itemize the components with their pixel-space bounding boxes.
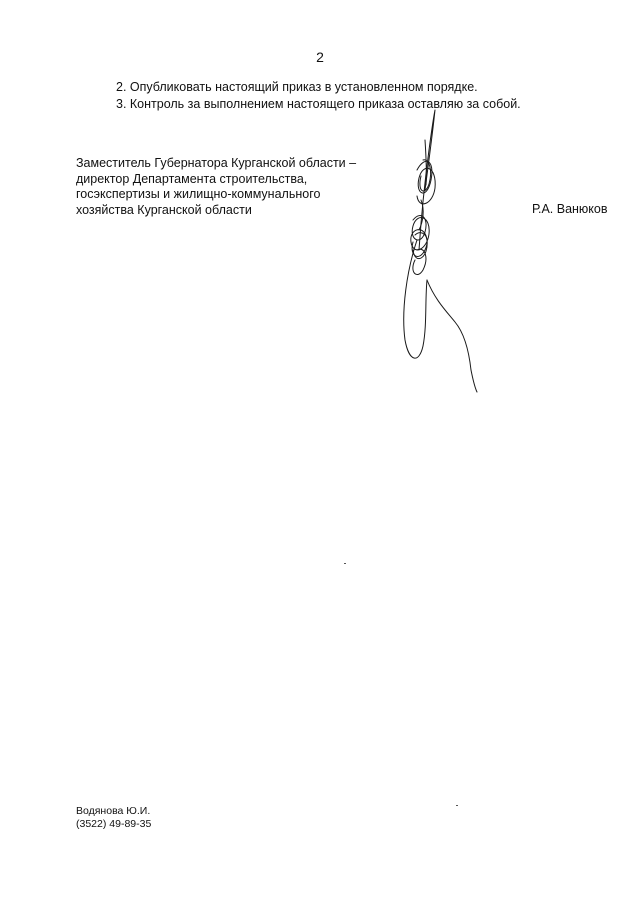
order-item-2: 2. Опубликовать настоящий приказ в установленном порядке. — [116, 80, 478, 94]
signer-name: Р.А. Ванюков — [532, 202, 608, 216]
signatory-title-line: Заместитель Губернатора Курганской области – — [76, 156, 357, 170]
page-number: 2 — [316, 49, 324, 65]
executor-phone: (3522) 49-89-35 — [76, 818, 152, 830]
scan-speck — [344, 563, 346, 564]
order-item-3: 3. Контроль за выполнением настоящего приказа оставляю за собой. — [116, 97, 521, 111]
scan-speck — [456, 805, 458, 806]
signatory-title-line: госэкспертизы и жилищно-коммунального — [76, 187, 321, 201]
executor-name: Водянова Ю.И. — [76, 805, 151, 817]
signatory-title-line: директор Департамента строительства, — [76, 171, 308, 186]
signatory-title-line: хозяйства Курганской области — [76, 202, 252, 217]
signatory-title — [76, 156, 356, 218]
executor-block — [76, 805, 151, 831]
handwritten-signature — [395, 100, 495, 400]
